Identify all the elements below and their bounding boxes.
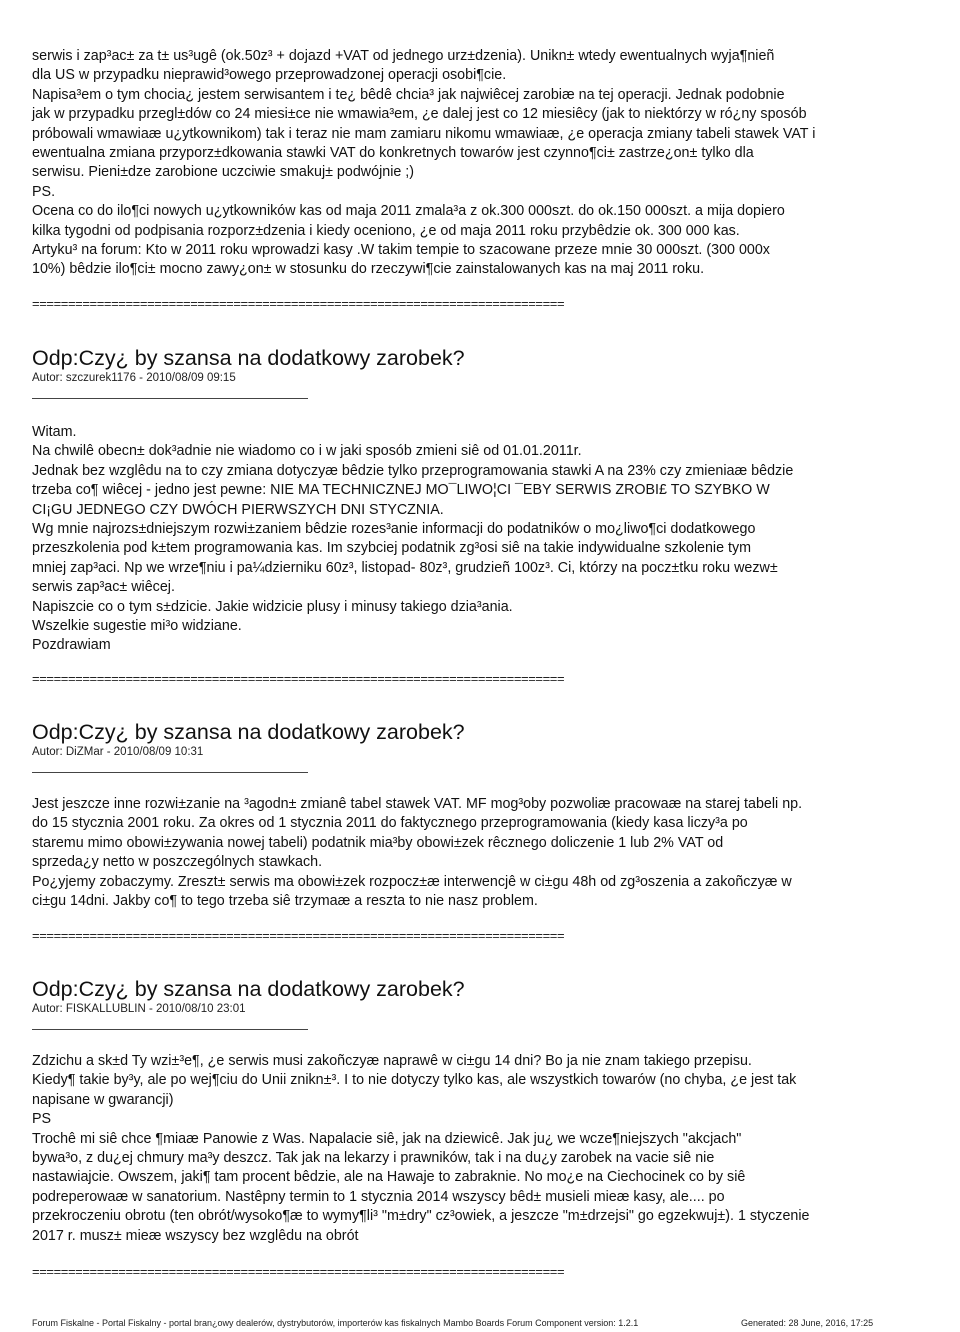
text-line: Jest jeszcze inne rozwi±zanie na ³agodn± zmianê tabel stawek VAT. MF mog³oby pozwoliæ pracowaæ na starej tabeli np.	[32, 796, 803, 812]
text-line: staremu mimo obowi±zywania nowej tabeli) podatnik mia³by obowi±zek rêcznego doliczenie 1 lub 2% VAT od	[32, 834, 724, 851]
text-line: serwis zap³ac± wiêcej.	[32, 579, 175, 596]
forum-post	[32, 345, 948, 399]
post-body	[32, 795, 802, 911]
post-author-meta: Autor: DiZMar - 2010/08/09 10:31	[32, 746, 204, 758]
separator: ==========================================================================	[32, 1264, 565, 1279]
text-line: Zdzichu a sk±d Ty wzi±³e¶, ¿e serwis musi zakoñczyæ naprawê w ci±gu 14 dni? Bo ja nie znam takiego przepisu.	[32, 1053, 752, 1069]
text-line: Napisa³em o tym chocia¿ jestem serwisantem i te¿ bêdê chcia³ jak najwiêcej zarobiæ na tej operacji. Jednak podobnie	[32, 86, 785, 103]
text-line: serwis i zap³ac± za t± us³ugê (ok.50z³ + dojazd +VAT od jednego urz±dzenia). Unikn± wtedy ewentualnych wyja¶nieñ	[32, 48, 775, 64]
forum-post	[32, 719, 948, 773]
footer-generated: Generated: 28 June, 2016, 17:25	[741, 1318, 874, 1328]
text-line: sprzeda¿y netto w poszczególnych stawkach.	[32, 854, 323, 871]
text-line: Pozdrawiam	[32, 637, 111, 654]
text-line: Wg mnie najrozs±dniejszym rozwi±zaniem bêdzie rozes³anie informacji do podatników o mo¿liwo¶ci dodatkowego	[32, 521, 756, 538]
text-line: nastawiajcie. Owszem, jaki¶ tam procent bêdzie, ale na Hawaje to zabraknie. No mo¿e na Ciechocinek co by siê	[32, 1169, 746, 1186]
post-title: Odp:Czy¿ by szansa na dodatkowy zarobek?	[32, 720, 465, 744]
text-line: Napiszcie co o tym s±dzicie. Jakie widzicie plusy i minusy takiego dzia³ania.	[32, 598, 513, 615]
separator: ==========================================================================	[32, 671, 565, 686]
post-title: Odp:Czy¿ by szansa na dodatkowy zarobek?	[32, 346, 465, 370]
text-line: CI¡GU JEDNEGO CZY DWÓCH PIERWSZYCH DNI STYCZNIA.	[32, 501, 444, 518]
text-line: napisane w gwarancji)	[32, 1091, 174, 1108]
text-line: trzeba co¶ wiêcej - jedno jest pewne: NIE MA TECHNICZNEJ MO¯LIWO¦CI ¯EBY SERWIS ZROBI£ TO SZYBKO W	[32, 482, 770, 499]
text-line: PS.	[32, 183, 56, 200]
text-line: dla US w przypadku nieprawid³owego przeprowadzonej operacji osobi¶cie.	[32, 67, 507, 84]
text-line: Po¿yjemy zobaczymy. Zreszt± serwis ma obowi±zek rozpocz±æ interwencjê w ci±gu 48h od zg³oszenia a zakoñczyæ w	[32, 873, 792, 890]
text-line: mniej zap³aci. Np we wrze¶niu i pa¼dzierniku 60z³, listopad- 80z³, grudzieñ 100z³. Ci, którzy na pocz±tku roku wezw±	[32, 559, 778, 576]
text-line: ci±gu 14dni. Jakby co¶ to tego trzeba siê trzymaæ a reszta to nie nasz problem.	[32, 893, 538, 910]
intro-text	[32, 47, 815, 280]
text-line: 2017 r. musz± mieæ wszyscy bez wzglêdu na obrót	[32, 1227, 359, 1244]
text-line: Wszelkie sugestie mi³o widziane.	[32, 618, 242, 635]
post-author-meta: Autor: szczurek1176 - 2010/08/09 09:15	[32, 372, 236, 384]
text-line: PS	[32, 1111, 52, 1128]
text-line: ewentualna zmiana przyporz±dkowania stawki VAT do konkretnych towarów jest czynno¶ci± zastrze¿on± tylko dla	[32, 145, 754, 162]
meta-divider	[32, 398, 308, 399]
meta-divider	[32, 772, 308, 773]
text-line: serwisu. Pieni±dze zarobione uczciwie smakuj± podwójnie ;)	[32, 164, 415, 181]
meta-divider	[32, 1029, 308, 1030]
separator: ==========================================================================	[32, 296, 565, 311]
text-line: próbowali wmawiaæ u¿ytkownikom) tak i teraz nie mam zamiaru nikomu wmawiaæ, ¿e operacja zmiany tabeli stawek VAT i	[32, 125, 816, 142]
text-line: Trochê mi siê chce ¶miaæ Panowie z Was. Napalacie siê, jak na dziewicê. Jak ju¿ we wcze¶niejszych "akcjach"	[32, 1130, 742, 1147]
text-line: do 15 stycznia 2001 roku. Za okres od 1 stycznia 2011 do faktycznego przeprogramowania (kiedy kasa liczy³a po	[32, 815, 748, 832]
text-line: Witam.	[32, 424, 77, 440]
post-author-meta: Autor: FISKALLUBLIN - 2010/08/10 23:01	[32, 1003, 246, 1015]
text-line: Ocena co do ilo¶ci nowych u¿ytkowników kas od maja 2011 zmala³a z ok.300 000szt. do ok.150 000szt. a mija dopiero	[32, 203, 785, 220]
text-line: Artyku³ na forum: Kto w 2011 roku wprowadzi kasy .W takim tempie to szacowane przeze mnie 30 000szt. (300 000x	[32, 242, 770, 259]
forum-post	[32, 976, 948, 1030]
text-line: kilka tygodni od podpisania rozporz±dzenia i kiedy oceniono, ¿e od maja 2011 roku przybêdzie ok. 300 000 kas.	[32, 222, 740, 239]
text-line: 10%) bêdzie ilo¶ci± mocno zawy¿on± w stosunku do rzeczywi¶cie zainstalowanych kas na maj 2011 roku.	[32, 261, 705, 278]
post-body	[32, 1052, 809, 1246]
text-line: Jednak bez wzglêdu na to czy zmiana dotyczyæ bêdzie tylko przeprogramowania stawki A na 23% czy zmieniaæ bêdzie	[32, 462, 794, 479]
post-body	[32, 423, 793, 656]
text-line: przekroczeniu obrotu (ten obrót/wysoko¶æ to wymy¶li³ "m±dry" cz³owiek, a jeszcze "m±drzejsi" go egzekwuj±). 1 styczenie	[32, 1208, 810, 1225]
text-line: przeszkolenia pod k±tem programowania kas. Im szybciej podatnik zg³osi siê na takie indywidualne szkolenie tym	[32, 540, 752, 557]
footer-source: Forum Fiskalne - Portal Fiskalny - portal bran¿owy dealerów, dystrybutorów, importerów kas fiskalnych Mambo Boards Forum Component version: 1.2.1	[32, 1318, 639, 1328]
text-line: Kiedy¶ takie by³y, ale po wej¶ciu do Unii znikn±³. I to nie dotyczy tylko kas, ale wszystkich towarów (no chyba, ¿e jest tak	[32, 1072, 797, 1089]
text-line: Na chwilê obecn± dok³adnie nie wiadomo co i w jaki sposób zmieni siê od 01.01.2011r.	[32, 443, 582, 460]
text-line: bywa³o, z du¿ej chmury ma³y deszcz. Tak jak na lekarzy i prawników, tak i na du¿y zarobek na vacie siê nie	[32, 1150, 715, 1167]
post-title: Odp:Czy¿ by szansa na dodatkowy zarobek?	[32, 977, 465, 1001]
text-line: podreperowaæ w sanatorium. Nastêpny termin to 1 stycznia 2014 wszyscy bêd± musieli mieæ kasy, ale.... po	[32, 1188, 725, 1205]
separator: ==========================================================================	[32, 928, 565, 943]
text-line: jak w przypadku przegl±dów co 24 miesi±ce nie wmawia³em, ¿e dalej jest co 12 miesiêcy (jak to niektórzy w ró¿ny sposób	[32, 106, 807, 123]
